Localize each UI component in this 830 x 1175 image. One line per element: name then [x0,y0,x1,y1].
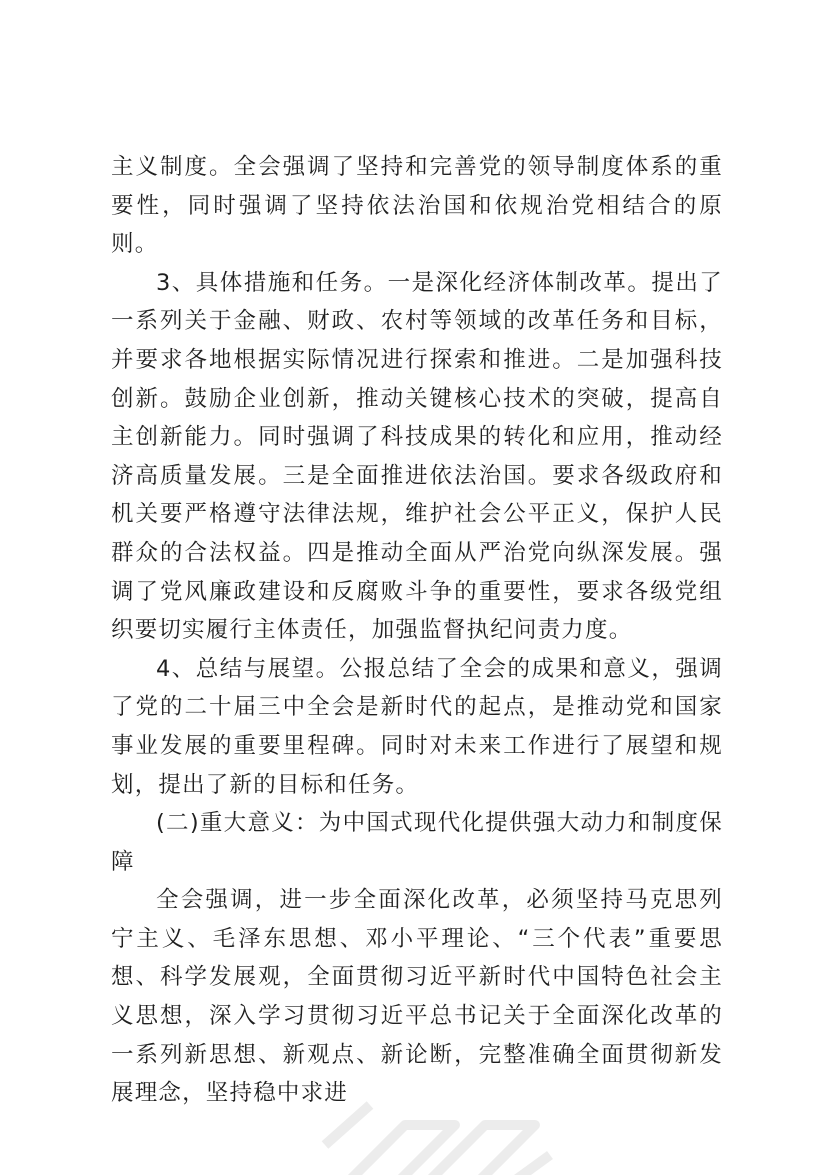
section-heading: (二)重大意义：为中国式现代化提供强大动力和制度保障 [111,810,723,875]
document-body [111,148,723,1113]
paragraph-1: 主义制度。全会强调了坚持和完善党的领导制度体系的重要性，同时强调了坚持依法治国和依规治党相结合的原则。 [111,154,723,258]
paragraph-2: 3、具体措施和任务。一是深化经济体制改革。提出了一系列关于金融、财政、农村等领域的改革任务和目标，并要求各地根据实际情况进行探索和推进。二是加强科技创新。鼓励企业创新，推动关键核心技术的突破，提高自主创新能力。同时强调了科技成果的转化和应用，推动经济高质量发展。三是全面推进依法治国。要求各级政府和机关要严格遵守法律法规，维护社会公平正义，保护人民群众的合法权益。四是推动全面从严治党向纵深发展。强调了党风廉政建设和反腐败斗争的重要性，要求各级党组织要切实履行主体责任，加强监督执纪问责力度。 [111,269,723,644]
paragraph-4: 全会强调，进一步全面深化改革，必须坚持马克思列宁主义、毛泽东思想、邓小平理论、“三个代表”重要思想、科学发展观，全面贯彻习近平新时代中国特色社会主义思想，深入学习贯彻习近平总书记关于全面深化改革的一系列新思想、新观点、新论断，完整准确全面贯彻新发展理念，坚持稳中求进 [111,887,723,1107]
watermark-icon [280,1085,580,1175]
paragraph-3: 4、总结与展望。公报总结了全会的成果和意义，强调了党的二十届三中全会是新时代的起点，是推动党和国家事业发展的重要里程碑。同时对未来工作进行了展望和规划，提出了新的目标和任务。 [111,655,723,798]
